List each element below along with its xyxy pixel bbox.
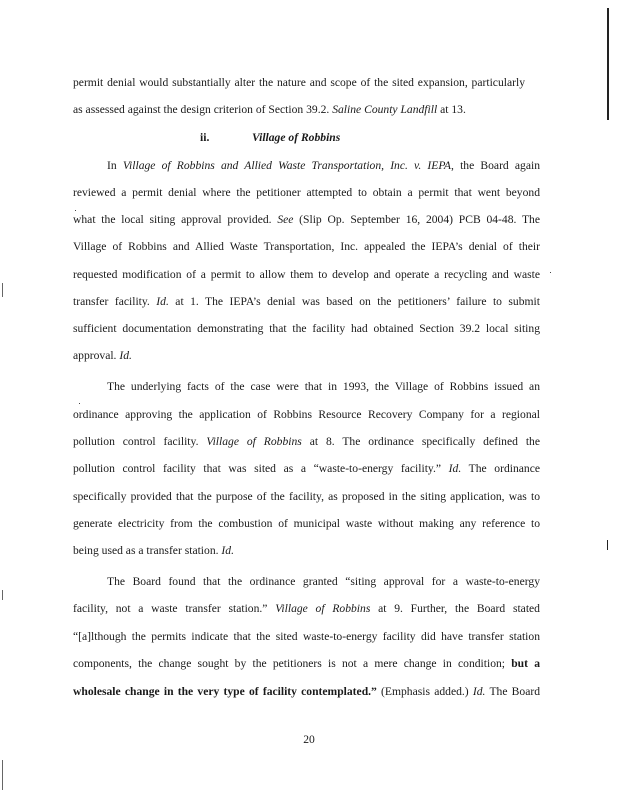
body-line xyxy=(107,575,540,589)
section-number: ii. xyxy=(200,131,210,144)
text-run: , the Board again xyxy=(451,159,540,172)
scan-edge-mark xyxy=(2,283,3,297)
scan-edge-mark xyxy=(2,760,3,790)
citation-id: Id. xyxy=(119,349,132,362)
text-run: permit denial would substantially alter the nature and scope of the sited expansion, particularly xyxy=(73,76,525,89)
body-line xyxy=(73,213,540,227)
text-run: The underlying facts of the case were that in 1993, the Village of Robbins issued an xyxy=(107,380,540,393)
emphasis-text: but a xyxy=(511,657,540,670)
body-line xyxy=(73,630,540,644)
text-run: components, the change sought by the petitioners is not a mere change in condition; xyxy=(73,657,512,670)
text-run: (Slip Op. September 16, 2004) PCB 04-48. The xyxy=(293,213,540,226)
body-line xyxy=(73,349,132,363)
body-line xyxy=(73,657,540,671)
section-title: Village of Robbins xyxy=(252,131,341,144)
text-run: transfer facility. xyxy=(73,295,157,308)
body-line xyxy=(107,159,540,173)
text-run: what the local siting approval provided. xyxy=(73,213,278,226)
body-line xyxy=(73,462,540,476)
text-run: facility, not a waste transfer station.” xyxy=(73,602,276,615)
text-run: The ordinance xyxy=(461,462,540,475)
body-line xyxy=(73,435,540,449)
body-line xyxy=(73,685,540,699)
page-number: 20 xyxy=(303,733,315,746)
text-run: pollution control facility. xyxy=(73,435,207,448)
scan-speck xyxy=(550,272,551,273)
citation-id: Id. xyxy=(156,295,169,308)
text-run: generate electricity from the combustion of municipal waste without making any reference to xyxy=(73,517,540,530)
text-run: at 13. xyxy=(437,103,466,116)
body-line xyxy=(73,268,540,282)
text-run: at 9. Further, the Board stated xyxy=(370,602,540,615)
scan-speck xyxy=(79,403,80,404)
case-citation: Village of Robbins xyxy=(275,602,371,615)
body-line xyxy=(73,408,540,422)
text-run: ordinance approving the application of Robbins Resource Recovery Company for a regional xyxy=(73,408,540,421)
citation-id: Id. xyxy=(448,462,462,475)
body-line xyxy=(73,295,540,309)
text-run: sufficient documentation demonstrating that the facility had obtained Section 39.2 local siting xyxy=(73,322,540,335)
citation-id: Id. xyxy=(221,544,234,557)
body-line xyxy=(73,544,234,558)
citation-id: Id. xyxy=(472,685,486,698)
scan-edge-mark xyxy=(607,540,608,550)
text-run: approval. xyxy=(73,349,120,362)
body-line xyxy=(73,602,540,616)
text-run: specifically provided that the purpose of the facility, as proposed in the siting application, was to xyxy=(73,490,540,503)
text-run: as assessed against the design criterion of Section 39.2. xyxy=(73,103,333,116)
case-citation: Village of Robbins xyxy=(206,435,302,448)
text-run: (Emphasis added.) xyxy=(376,685,473,698)
body-line xyxy=(107,380,540,394)
emphasis-text: wholesale change in the very type of facility contemplated.” xyxy=(73,685,377,698)
signal-word: See xyxy=(277,213,294,226)
body-line xyxy=(73,490,540,504)
text-run: at 8. The ordinance specifically defined the xyxy=(301,435,540,448)
text-run: reviewed a permit denial where the petitioner attempted to obtain a permit that went beyond xyxy=(73,186,540,199)
text-run: at 1. The IEPA’s denial was based on the petitioners’ failure to submit xyxy=(168,295,540,308)
scan-edge-mark xyxy=(2,590,3,600)
text-run: pollution control facility that was sited as a “waste-to-energy facility.” xyxy=(73,462,449,475)
case-citation: Village of Robbins and Allied Waste Transportation, Inc. v. IEPA xyxy=(122,159,452,172)
body-line xyxy=(73,322,540,336)
case-citation: Saline County Landfill xyxy=(332,103,438,116)
body-line xyxy=(73,240,540,254)
text-run: being used as a transfer station. xyxy=(73,544,222,557)
text-run: The Board xyxy=(485,685,541,698)
scan-speck xyxy=(75,210,76,211)
body-line xyxy=(73,103,466,117)
text-run: “[a]lthough the permits indicate that the sited waste-to-energy facility did have transfer station xyxy=(73,630,540,643)
text-run: The Board found that the ordinance granted “siting approval for a waste-to-energy xyxy=(107,575,540,588)
scan-edge-mark xyxy=(607,8,609,120)
body-line xyxy=(73,186,540,200)
body-line xyxy=(73,76,525,90)
text-run: requested modification of a permit to allow them to develop and operate a recycling and waste xyxy=(73,268,540,281)
section-heading xyxy=(200,131,340,144)
text-run: In xyxy=(107,159,123,172)
body-line xyxy=(73,517,540,531)
text-run: Village of Robbins and Allied Waste Transportation, Inc. appealed the IEPA’s denial of their xyxy=(73,240,540,253)
